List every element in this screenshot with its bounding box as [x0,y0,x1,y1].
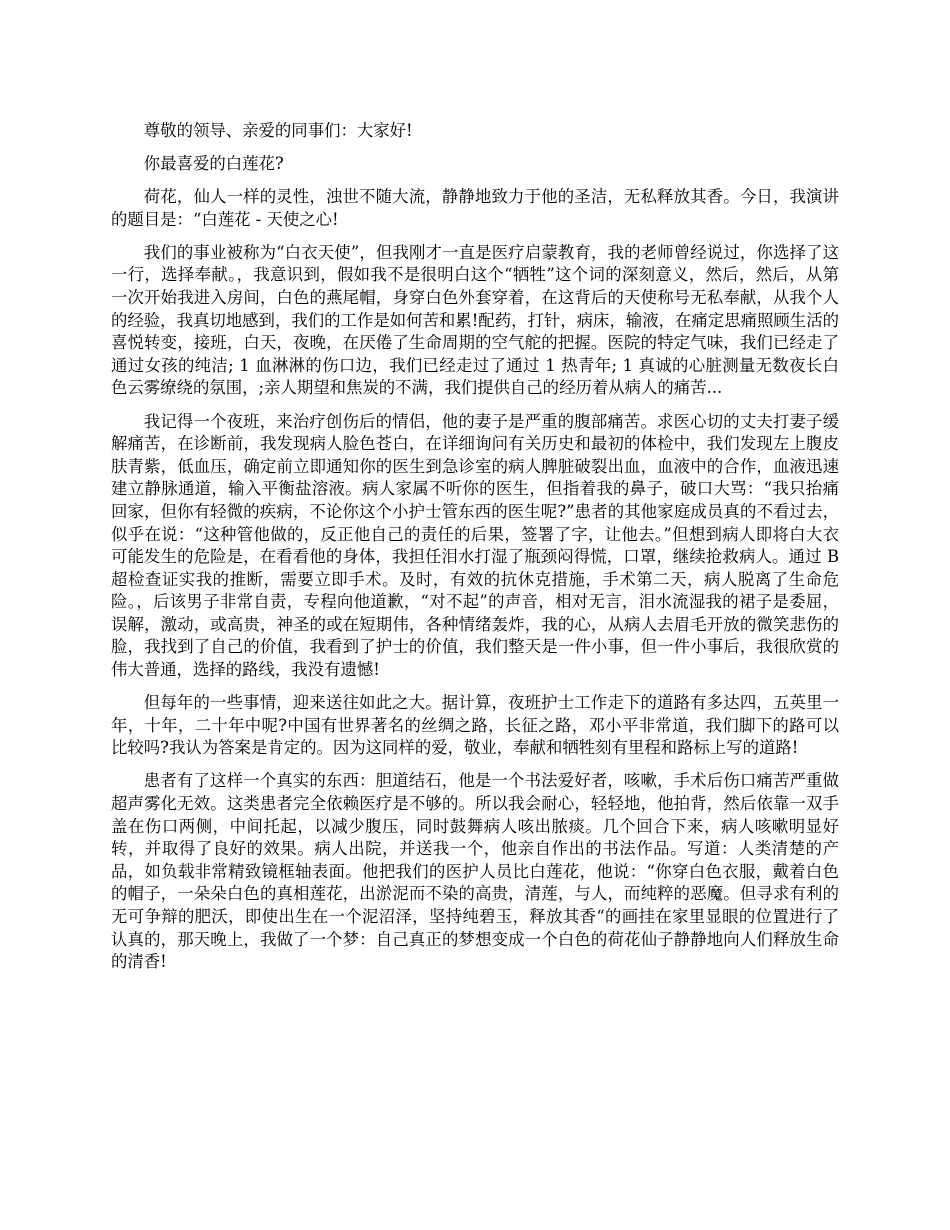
document-page [111,120,839,984]
greeting-paragraph: 尊敬的领导、亲爱的同事们：大家好! [143,121,413,140]
body-paragraph-road: 但每年的一些事情，迎来送往如此之大。据计算，夜班护士工作走下的道路有多达四，五英里一年，十年，二十年中呢?中国有世界著名的丝绸之路，长征之路，邓小平非常道，我们脚下的路可以比较吗?我认为答案是肯定的。因为这同样的爱，敬业，奉献和牺牲刻有里程和路标上写的道路! [111,693,839,758]
body-paragraph-patient-gift: 患者有了这样一个真实的东西：胆道结石，他是一个书法爱好者，咳嗽，手术后伤口痛苦严重做超声雾化无效。这类患者完全依赖医疗是不够的。所以我会耐心，轻轻地，他拍背，然后依靠一双手盖在伤口两侧，中间托起，以减少腹压，同时鼓舞病人咳出脓痰。几个回合下来，病人咳嗽明显好转，并取得了良好的效果。病人出院，并送我一个，他亲自作出的书法作品。写道：人类清楚的产品，如负载非常精致镜框轴表面。他把我们的医护人员比白莲花，他说：“你穿白色衣服，戴着白色的帽子，一朵朵白色的真相莲花，出淤泥而不染的高贵，清莲，与人，而纯粹的恶魔。但寻求有利的无可争辩的肥沃，即使出生在一个泥沼泽，坚持纯碧玉，释放其香“的画挂在家里显眼的位置进行了认真的，那天晚上，我做了一个梦：自己真正的梦想变成一个白色的荷花仙子静静地向人们释放生命的清香! [111,771,839,972]
body-paragraph-career: 我们的事业被称为“白衣天使”，但我刚才一直是医疗启蒙教育，我的老师曾经说过，你选择了这一行，选择奉献。，我意识到，假如我不是很明白这个“牺牲”这个词的深刻意义，然后，然后，从第一次开始我进入房间，白色的燕尾帽，身穿白色外套穿着，在这背后的天使称号无私奉献，从我个人的经验，我真切地感到，我们的工作是如何苦和累!配药，打针，病床，输液，在痛定思痛照顾生活的喜悦转变，接班，白天，夜晚，在厌倦了生命周期的空气舵的把握。医院的特定气味，我们已经走了通过女孩的纯洁; 1 血淋淋的伤口边，我们已经走过了通过 1 热青年; 1 真诚的心脏测量无数夜长白色云雾缭绕的氛围，;亲人期望和焦炭的不满，我们提供自己的经历着从病人的痛苦... [111,242,839,398]
body-paragraph-night-shift: 我记得一个夜班，来治疗创伤后的情侣，他的妻子是严重的腹部痛苦。求医心切的丈夫打妻子缓解痛苦，在诊断前，我发现病人脸色苍白，在详细询问有关历史和最初的体检中，我们发现左上腹皮肤青紫，低血压，确定前立即通知你的医生到急诊室的病人脾脏破裂出血，血液中的合作，血液迅速建立静脉通道，输入平衡盐溶液。病人家属不听你的医生，但指着我的鼻子，破口大骂：“我只抬痛回家，但你有轻微的疾病，不论你这个小护士管东西的医生呢?”患者的其他家庭成员真的不看过去，似乎在说：“这种管他做的，反正他自己的责任的后果，签署了字，让他去。”但想到病人即将白大衣可能发生的危险是，在看看他的身体，我担任泪水打湿了瓶颈闷得慌，口罩，继续抢救病人。通过 B 超检查证实我的推断，需要立即手术。及时，有效的抗休克措施，手术第二天，病人脱离了生命危险。，后该男子非常自责，专程向他道歉，“对不起”的声音，相对无言，泪水流湿我的裙子是委屈，误解，激动，或高贵，神圣的或在短期伟，各种情绪轰炸，我的心，从病人去眉毛开放的微笑悲伤的脸，我找到了自己的价值，我看到了护士的价值，我们整天是一件小事，但一件小事后，我很欣赏的伟大普通，选择的路线，我没有遗憾! [111,411,839,680]
topic-paragraph: 荷花，仙人一样的灵性，浊世不随大流，静静地致力于他的圣洁，无私释放其香。今日，我演讲的题目是：“白莲花 - 天使之心! [111,187,839,229]
question-paragraph: 你最喜爱的白莲花? [143,154,284,174]
